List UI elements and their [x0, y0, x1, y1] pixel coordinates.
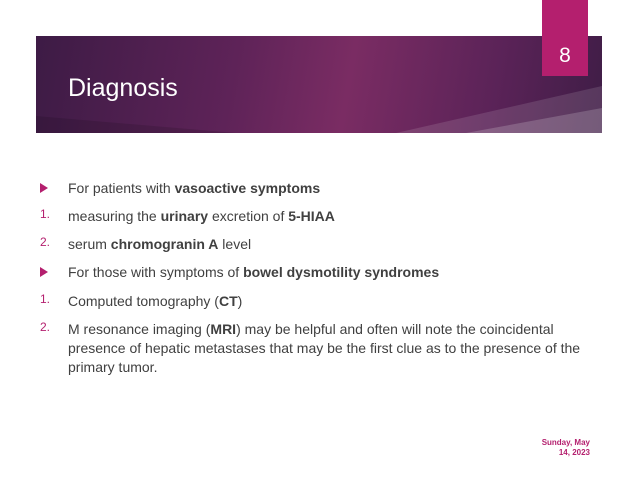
item-text: measuring the urinary excretion of 5-HIAA: [68, 208, 335, 224]
item-text: For those with symptoms of bowel dysmotility syndromes: [68, 264, 440, 280]
date-line-1: Sunday, May: [541, 438, 590, 447]
bullet-triangle-icon: [40, 263, 62, 277]
item-text: M resonance imaging (MRI) may be helpful and often will note the coincidental presence of hepatic metastases that may be the first clue as to the presence of the primary tumor.: [68, 321, 581, 375]
item-text: serum chromogranin A level: [68, 236, 252, 252]
list-number: 2.: [40, 320, 51, 334]
list-number: 1.: [40, 292, 51, 306]
page-number: 8: [559, 44, 571, 67]
item-text: Computed tomography (CT): [68, 293, 243, 309]
list-number: 1.: [40, 207, 51, 221]
date-line-2: 14, 2023: [558, 448, 590, 457]
list-number: 2.: [40, 235, 51, 249]
slide-date: [530, 438, 590, 458]
bullet-triangle-icon: [40, 179, 62, 193]
item-text: For patients with vasoactive symptoms: [68, 180, 321, 196]
slide-title: Diagnosis: [68, 74, 178, 102]
